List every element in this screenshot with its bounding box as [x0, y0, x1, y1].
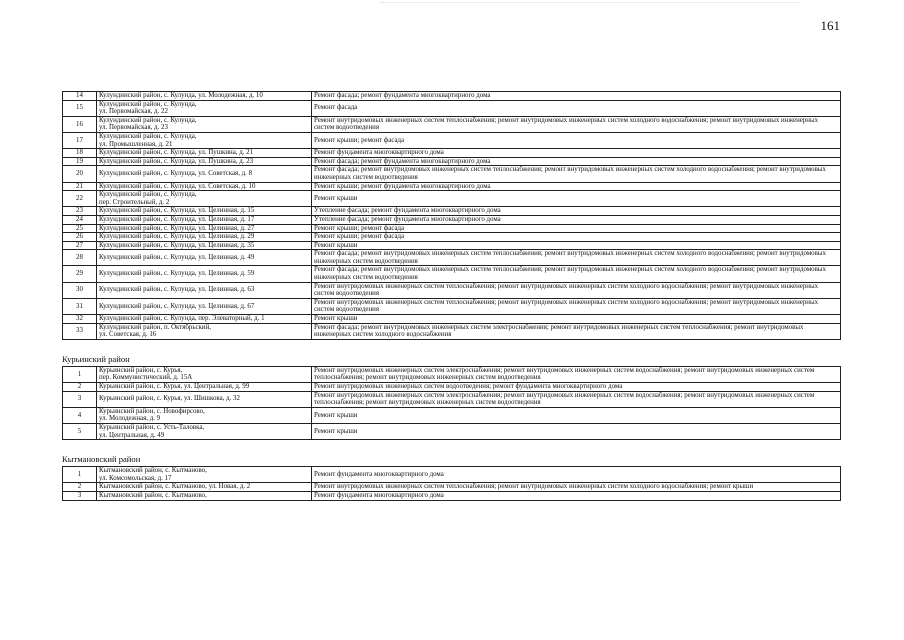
- row-address: Кулундинский район, с. Кулунда, ул. Целинная, д. 15: [97, 207, 312, 216]
- table-row: [63, 215, 841, 224]
- works-table-kytmanovo: [62, 466, 841, 500]
- scan-artifact-line: [380, 2, 800, 6]
- row-works: Утепление фасада; ремонт фундамента многоквартирного дома: [312, 215, 841, 224]
- row-works: Ремонт фасада; ремонт внутридомовых инженерных систем теплоснабжения; ремонт внутридомовых инженерных систем холодного водоснабжения; ремонт внутридомовых инженерных систем водоотведения: [312, 250, 841, 266]
- row-works: Ремонт крыши: [312, 407, 841, 423]
- table-row: [63, 383, 841, 392]
- row-address: Курьинский район, с. Курья, ул. Шишкова, д. 32: [97, 391, 312, 407]
- row-address: Кулундинский район, с. Кулунда, ул. Целинная, д. 17: [97, 215, 312, 224]
- row-number: 30: [63, 282, 97, 298]
- table-row: [63, 391, 841, 407]
- table-row: [63, 207, 841, 216]
- row-works: Ремонт крыши: [312, 315, 841, 324]
- row-number: 32: [63, 315, 97, 324]
- table-row: [63, 149, 841, 158]
- row-works: Ремонт крыши: [312, 423, 841, 439]
- row-works: Ремонт крыши: [312, 241, 841, 250]
- row-works: Ремонт крыши; ремонт фасада: [312, 132, 841, 148]
- table-row: [63, 467, 841, 483]
- row-number: 23: [63, 207, 97, 216]
- table-row: [63, 233, 841, 242]
- row-number: 2: [63, 383, 97, 392]
- row-address: Кулундинский район, с. Кулунда, ул. Промышленная, д. 21: [97, 132, 312, 148]
- row-works: Ремонт внутридомовых инженерных систем теплоснабжения; ремонт внутридомовых инженерных систем холодного водоснабжения; ремонт внутридомовых инженерных систем водоотведения: [312, 298, 841, 314]
- row-works: Утепление фасада; ремонт фундамента многоквартирного дома: [312, 207, 841, 216]
- row-works: Ремонт крыши; ремонт фасада: [312, 224, 841, 233]
- row-number: 21: [63, 182, 97, 191]
- row-works: Ремонт фундамента многоквартирного дома: [312, 491, 841, 500]
- row-number: 3: [63, 391, 97, 407]
- row-address: Кулундинский район, с. Кулунда, ул. Целинная, д. 49: [97, 250, 312, 266]
- row-number: 22: [63, 191, 97, 207]
- row-number: 20: [63, 166, 97, 182]
- row-number: 33: [63, 323, 97, 339]
- row-address: Курьинский район, с. Курья, пер. Коммунистический, д. 15А: [97, 366, 312, 382]
- row-address: Курьинский район, с. Курья, ул. Центральная, д. 99: [97, 383, 312, 392]
- row-number: 2: [63, 483, 97, 492]
- table-row: [63, 116, 841, 132]
- row-works: Ремонт внутридомовых инженерных систем водоотведения; ремонт фундамента многоквартирного дома: [312, 383, 841, 392]
- table-row: [63, 323, 841, 339]
- row-works: Ремонт фундамента многоквартирного дома: [312, 467, 841, 483]
- row-works: Ремонт фасада; ремонт внутридомовых инженерных систем электроснабжения; ремонт внутридомовых инженерных систем теплоснабжения; ремонт внутридомовых инженерных систем холодного водоснабжения: [312, 323, 841, 339]
- table-row: [63, 182, 841, 191]
- table-row: [63, 315, 841, 324]
- row-works: Ремонт фасада; ремонт фундамента многоквартирного дома: [312, 92, 841, 101]
- table-row: [63, 366, 841, 382]
- row-works: Ремонт крыши: [312, 191, 841, 207]
- row-address: Кулундинский район, с. Кулунда, ул. Молодежная, д. 10: [97, 92, 312, 101]
- row-address: Кулундинский район, с. Кулунда, ул. Целинная, д. 67: [97, 298, 312, 314]
- table-row: [63, 250, 841, 266]
- table-row: [63, 241, 841, 250]
- row-works: Ремонт фундамента многоквартирного дома: [312, 149, 841, 158]
- row-address: Кулундинский район, с. Кулунда, ул. Целинная, д. 63: [97, 282, 312, 298]
- page-number: 161: [820, 18, 840, 33]
- row-works: Ремонт внутридомовых инженерных систем теплоснабжения; ремонт внутридомовых инженерных систем холодного водоснабжения; ремонт внутридомовых инженерных систем водоотведения: [312, 282, 841, 298]
- row-works: Ремонт внутридомовых инженерных систем электроснабжения; ремонт внутридомовых инженерных систем водоснабжения; ремонт внутридомовых инженерных систем теплоснабжения; ремонт внутридомовых инженерных систем водоотведения: [312, 391, 841, 407]
- row-address: Кулундинский район, с. Кулунда, ул. Пушкина, д. 21: [97, 149, 312, 158]
- section-title: Кытмановский район: [62, 454, 141, 465]
- row-number: 1: [63, 467, 97, 483]
- row-address: Кулундинский район, с. Кулунда, ул. Целинная, д. 27: [97, 224, 312, 233]
- row-works: Ремонт фасада; ремонт фундамента многоквартирного дома: [312, 157, 841, 166]
- row-address: Кулундинский район, с. Кулунда, ул. Советская, д. 10: [97, 182, 312, 191]
- row-works: Ремонт крыши; ремонт фундамента многоквартирного дома: [312, 182, 841, 191]
- row-number: 19: [63, 157, 97, 166]
- row-number: 14: [63, 92, 97, 101]
- row-number: 24: [63, 215, 97, 224]
- row-number: 1: [63, 366, 97, 382]
- section-title: Курьинский район: [62, 353, 130, 364]
- table-row: [63, 166, 841, 182]
- table-row: [63, 132, 841, 148]
- row-number: 15: [63, 100, 97, 116]
- row-address: Курьинский район, с. Усть-Таловка, ул. Центральная, д. 49: [97, 423, 312, 439]
- row-number: 5: [63, 423, 97, 439]
- row-number: 28: [63, 250, 97, 266]
- row-address: Кытмановский район, с. Кытманово,: [97, 491, 312, 500]
- table-row: [63, 224, 841, 233]
- works-table-kurya: [62, 366, 841, 440]
- row-address: Кулундинский район, с. Кулунда, ул. Целинная, д. 35: [97, 241, 312, 250]
- row-address: Кулундинский район, с. Кулунда, пер. Строительный, д. 2: [97, 191, 312, 207]
- row-number: 17: [63, 132, 97, 148]
- works-table-kulunda: [62, 91, 841, 340]
- table-row: [63, 423, 841, 439]
- table-row: [63, 483, 841, 492]
- row-number: 25: [63, 224, 97, 233]
- table-row: [63, 100, 841, 116]
- document-body: [62, 91, 840, 501]
- row-works: Ремонт фасада: [312, 100, 841, 116]
- table-row: [63, 191, 841, 207]
- row-number: 31: [63, 298, 97, 314]
- row-number: 18: [63, 149, 97, 158]
- row-works: Ремонт фасада; ремонт внутридомовых инженерных систем теплоснабжения; ремонт внутридомовых инженерных систем холодного водоснабжения; ремонт внутридомовых инженерных систем водоотведения: [312, 266, 841, 282]
- row-address: Кулундинский район, п. Октябрьский, ул. Советская, д. 16: [97, 323, 312, 339]
- row-number: 27: [63, 241, 97, 250]
- row-address: Кулундинский район, с. Кулунда, ул. Целинная, д. 59: [97, 266, 312, 282]
- row-address: Кулундинский район, с. Кулунда, ул. Первомайская, д. 23: [97, 116, 312, 132]
- table-row: [63, 92, 841, 101]
- row-number: 3: [63, 491, 97, 500]
- row-number: 4: [63, 407, 97, 423]
- row-address: Кытмановский район, с. Кытманово, ул. Комсомольская, д. 17: [97, 467, 312, 483]
- table-row: [63, 157, 841, 166]
- row-address: Кулундинский район, с. Кулунда, ул. Пушкина, д. 23: [97, 157, 312, 166]
- row-number: 29: [63, 266, 97, 282]
- table-row: [63, 407, 841, 423]
- table-row: [63, 298, 841, 314]
- row-works: Ремонт внутридомовых инженерных систем теплоснабжения; ремонт внутридомовых инженерных систем холодного водоснабжения; ремонт внутридомовых инженерных систем водоотведения: [312, 116, 841, 132]
- table-row: [63, 266, 841, 282]
- row-number: 16: [63, 116, 97, 132]
- row-address: Кулундинский район, с. Кулунда, пер. Элеваторный, д. 1: [97, 315, 312, 324]
- row-address: Кулундинский район, с. Кулунда, ул. Советская, д. 8: [97, 166, 312, 182]
- row-address: Кытмановский район, с. Кытманово, ул. Новая, д. 2: [97, 483, 312, 492]
- row-address: Кулундинский район, с. Кулунда, ул. Первомайская, д. 22: [97, 100, 312, 116]
- row-works: Ремонт внутридомовых инженерных систем электроснабжения; ремонт внутридомовых инженерных систем водоснабжения; ремонт внутридомовых инженерных систем теплоснабжения; ремонт внутридомовых инженерных систем водоотведения: [312, 366, 841, 382]
- row-works: Ремонт фасада; ремонт внутридомовых инженерных систем теплоснабжения; ремонт внутридомовых инженерных систем холодного водоснабжения; ремонт внутридомовых инженерных систем водоотведения: [312, 166, 841, 182]
- row-works: Ремонт крыши; ремонт фасада: [312, 233, 841, 242]
- row-works: Ремонт внутридомовых инженерных систем теплоснабжения; ремонт внутридомовых инженерных систем холодного водоснабжения; ремонт крыши: [312, 483, 841, 492]
- row-address: Кулундинский район, с. Кулунда, ул. Целинная, д. 29: [97, 233, 312, 242]
- table-row: [63, 491, 841, 500]
- row-address: Курьинский район, с. Новофирсово, ул. Молодежная, д. 9: [97, 407, 312, 423]
- table-row: [63, 282, 841, 298]
- row-number: 26: [63, 233, 97, 242]
